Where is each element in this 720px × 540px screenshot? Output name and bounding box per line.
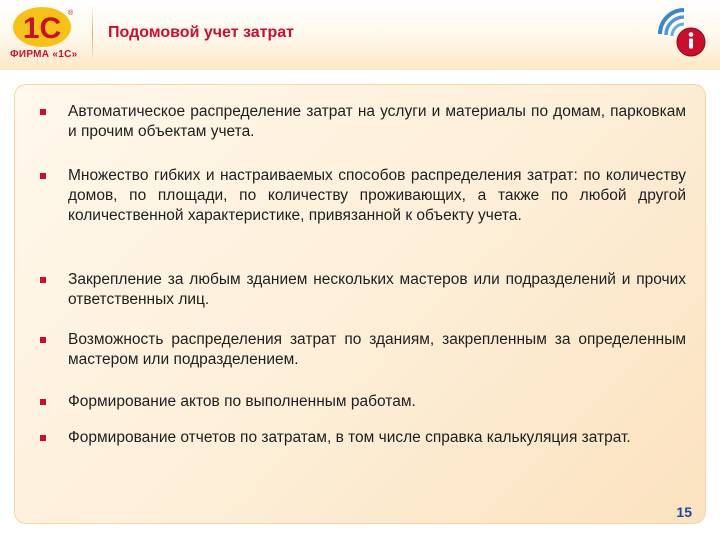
logo-1c-icon [12,6,72,48]
bullet-item [40,330,686,370]
bullet-item [40,102,686,142]
bullet-item [40,392,686,412]
bullet-text: Закрепление за любым зданием нескольких мастеров или подразделений и прочих ответственных лиц. [68,271,686,308]
bullet-text: Возможность распределения затрат по зданиям, закрепленным за определенным мастером или подразделением. [68,331,686,368]
bullet-item [40,428,686,448]
company-logo [6,6,82,62]
header-divider [92,6,93,62]
bullet-text: Формирование отчетов по затратам, в том числе справка калькуляция затрат. [68,429,631,446]
bullet-text: Множество гибких и настраиваемых способов распределения затрат: по количеству домов, по площади, по количеству проживающих, а также по любой другой количественной характеристике, привязанной к объекту учета. [68,167,686,224]
bullet-item [40,270,686,310]
bullet-item [40,166,686,226]
bullet-marker-icon [40,337,46,343]
bullet-marker-icon [40,435,46,441]
bullet-text: Формирование актов по выполненным работам. [68,393,416,410]
page-number: 15 [676,504,692,520]
registered-mark: ® [68,10,74,17]
bullet-marker-icon [40,109,46,115]
bullet-marker-icon [40,173,46,179]
slide-title: Подомовой учет затрат [108,24,294,41]
svg-text:1С: 1С [22,12,62,45]
bullet-marker-icon [40,399,46,405]
bullet-marker-icon [40,277,46,283]
bullet-text: Автоматическое распределение затрат на услуги и материалы по домам, парковкам и прочим объектам учета. [68,103,686,140]
info-icon [654,4,710,60]
logo-caption: ФИРМА «1С» [10,49,78,60]
content-panel [14,84,706,524]
slide-header [0,0,720,70]
